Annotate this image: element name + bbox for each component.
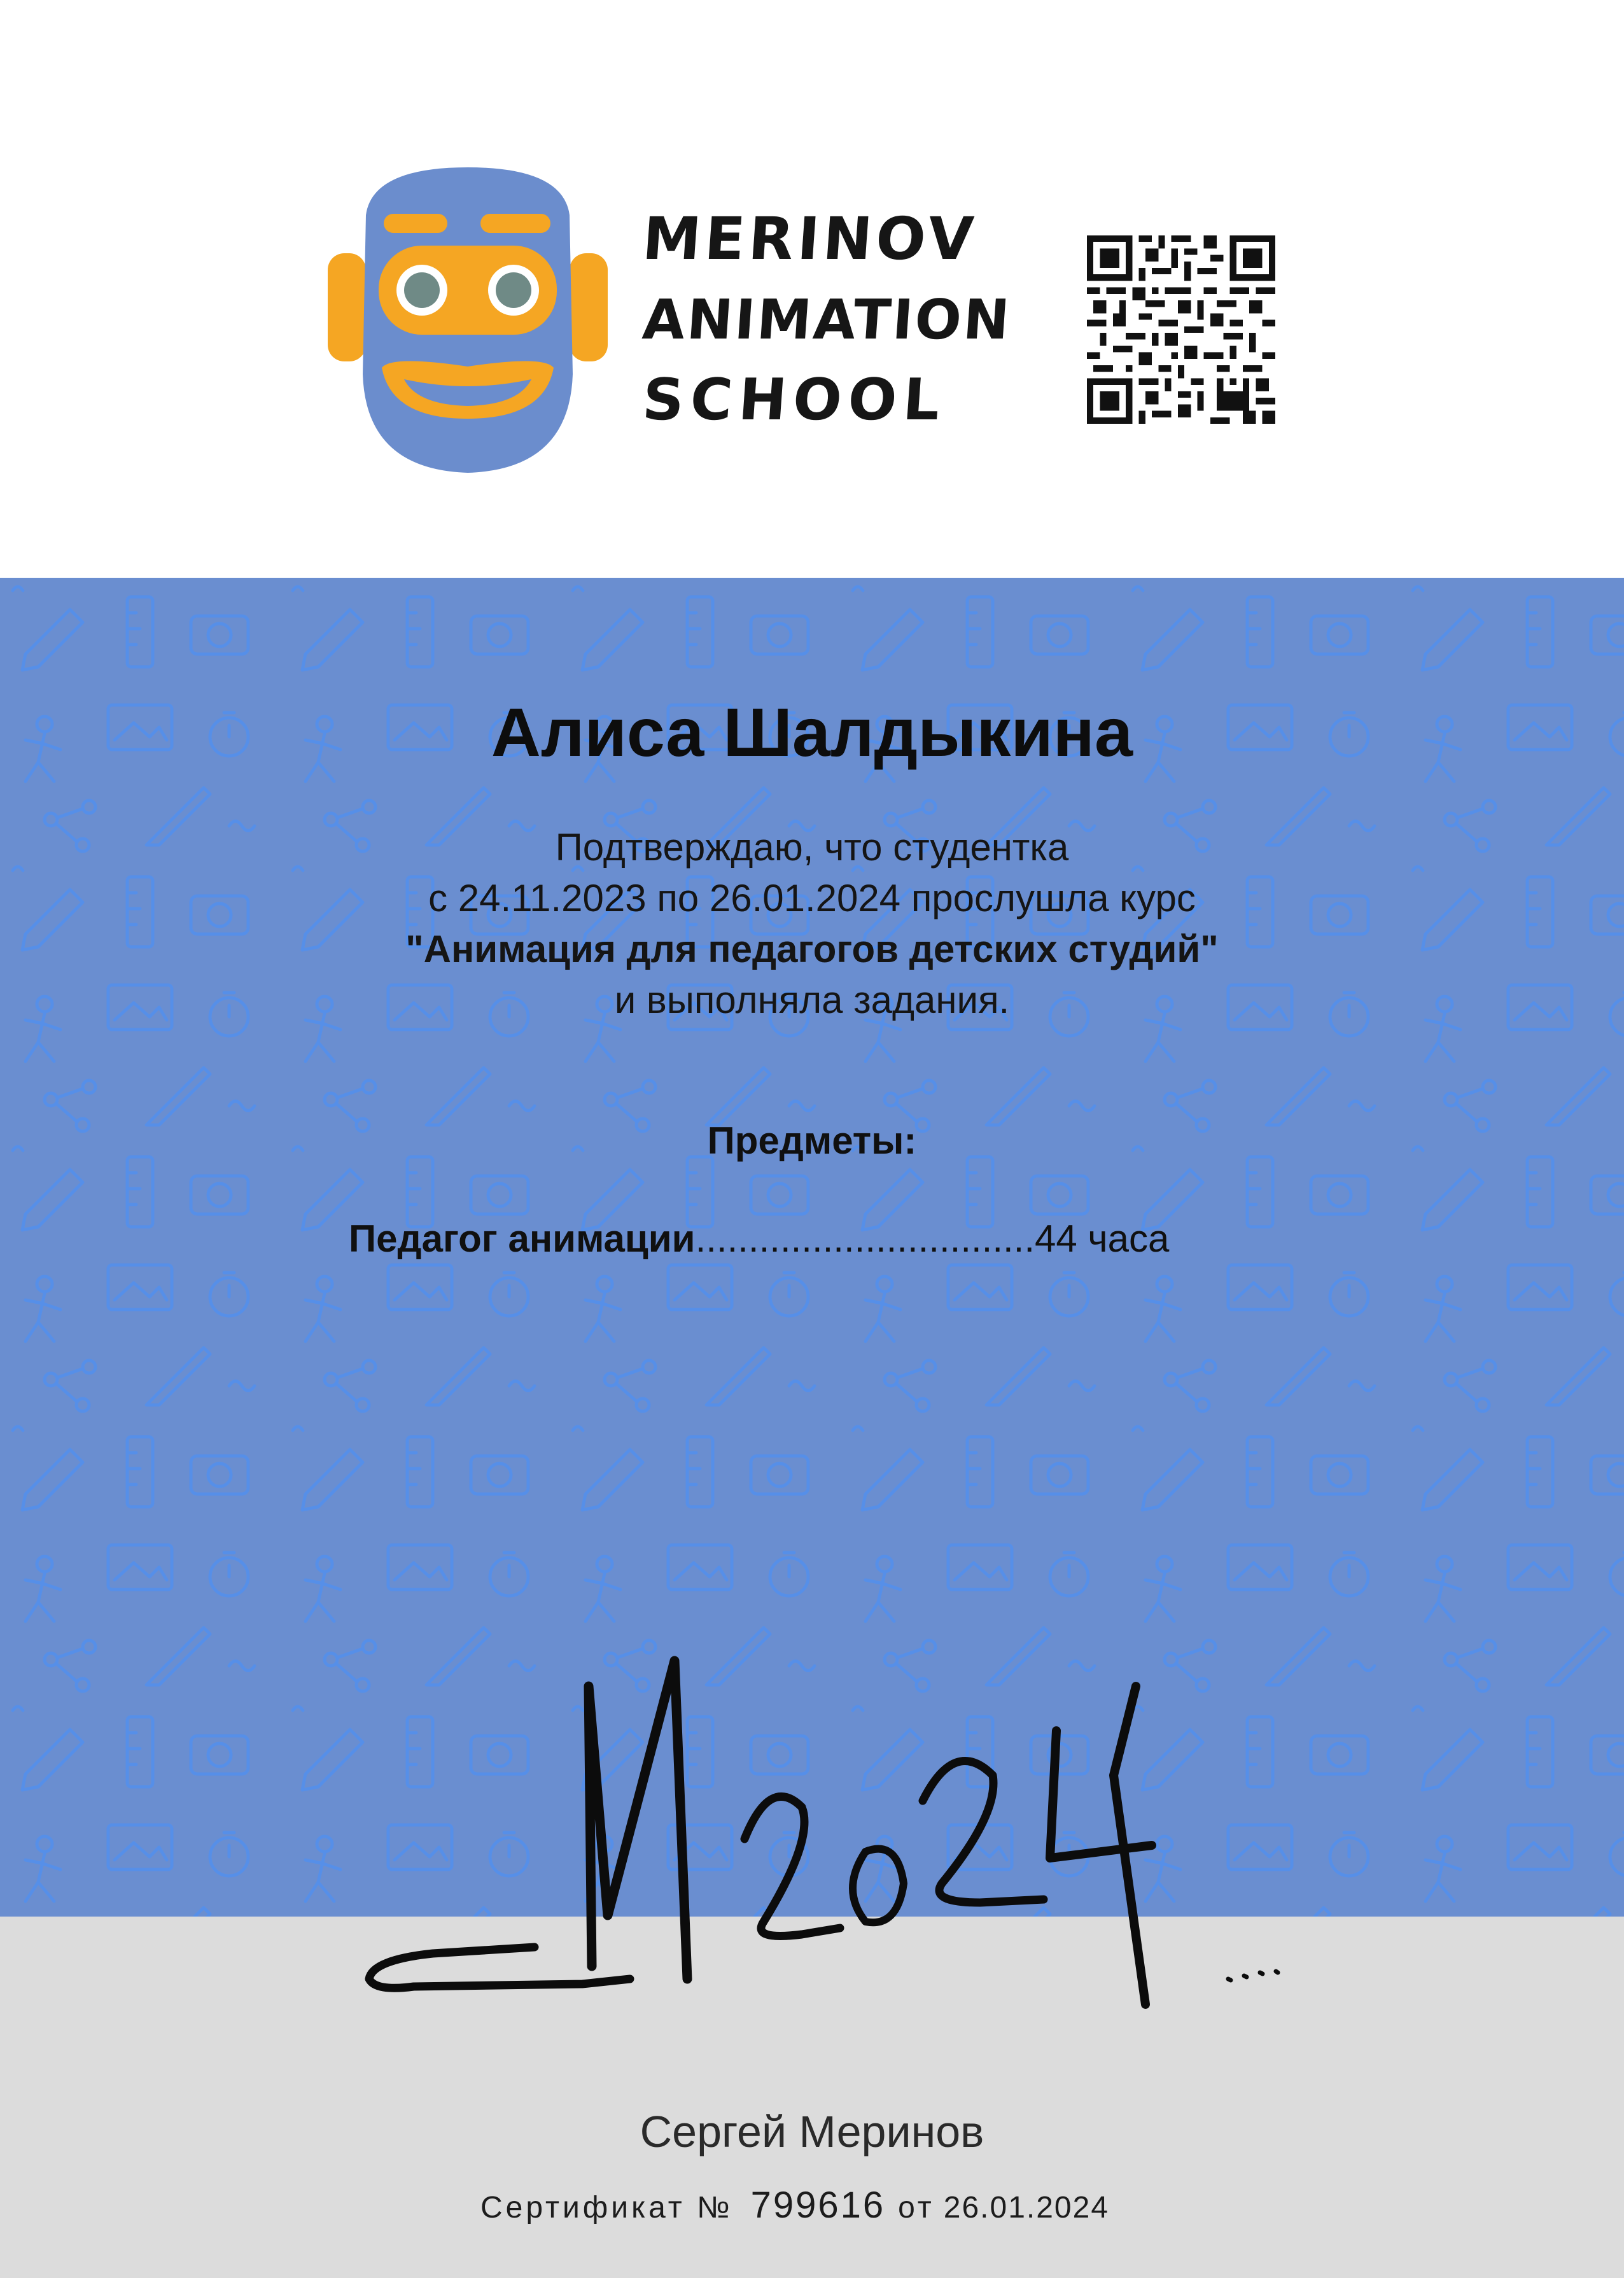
subjects-heading: Предметы: bbox=[707, 1119, 917, 1162]
certificate-date: 26.01.2024 bbox=[943, 2191, 1110, 2225]
signer-name: Сергей Меринов bbox=[640, 2107, 984, 2156]
confirm-line-4: и выполняла задания. bbox=[614, 979, 1010, 1021]
confirmation-text bbox=[0, 822, 1624, 1026]
student-name: Алиса Шалдыкина bbox=[491, 694, 1133, 771]
subject-row bbox=[349, 1217, 1169, 1261]
certificate-number-line bbox=[480, 2184, 1109, 2226]
robot-mascot-icon bbox=[328, 164, 608, 476]
qr-code-icon bbox=[1087, 235, 1275, 424]
logo-line-2: ANIMATION bbox=[640, 288, 1014, 352]
certificate-number: 799616 bbox=[750, 2184, 886, 2226]
confirm-line-1: Подтверждаю, что студентка bbox=[555, 826, 1069, 869]
subject-name: Педагог анимации bbox=[349, 1217, 696, 1260]
confirm-line-2: с 24.11.2023 по 26.01.2024 прослушла курс bbox=[428, 877, 1196, 919]
school-logo-text bbox=[640, 205, 1025, 433]
subject-hours: 44 часа bbox=[1035, 1217, 1170, 1260]
subject-leader-dots: ................................ bbox=[695, 1217, 1035, 1260]
logo-line-1: MERINOV bbox=[640, 205, 980, 273]
course-title: "Анимация для педагогов детских студий" bbox=[405, 928, 1219, 970]
handwritten-signature bbox=[356, 1648, 1336, 2043]
date-label: от bbox=[898, 2191, 935, 2225]
header bbox=[0, 0, 1624, 578]
certificate-label: Сертификат № bbox=[480, 2191, 733, 2225]
logo-line-3: SCHOOL bbox=[640, 367, 949, 433]
